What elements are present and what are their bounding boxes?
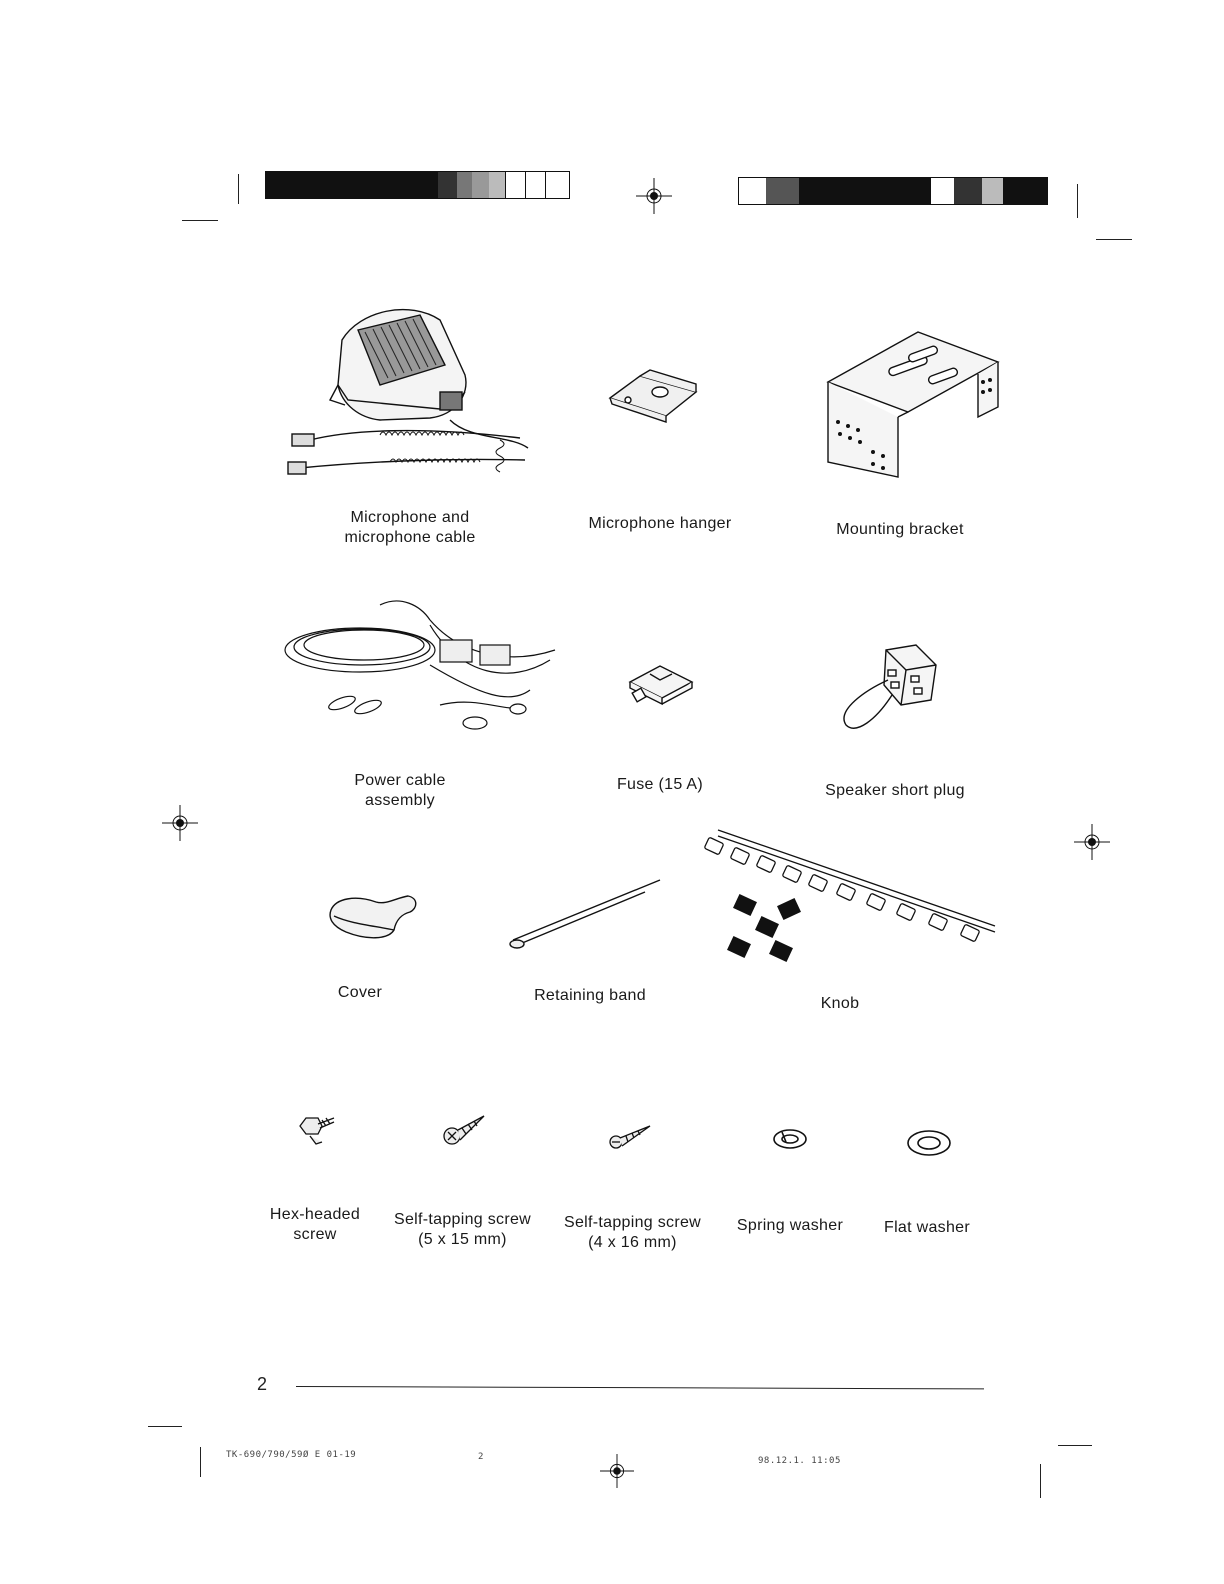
color-bar-right [738,177,1048,205]
speaker-plug-label: Speaker short plug [825,782,965,799]
flat-washer-icon [905,1128,953,1158]
registration-mark-icon [162,805,198,841]
self-tap-4-label: Self-tapping screw (4 x 16 mm) [563,1214,702,1251]
power-cable-icon [280,595,565,740]
spring-washer-label: Spring washer [736,1217,844,1234]
self-tap-5-label: Self-tapping screw (5 x 15 mm) [393,1211,532,1248]
page-number: 2 [257,1374,268,1394]
band-label: Retaining band [534,987,646,1004]
crop-mark [1077,184,1078,218]
crop-mark [238,174,239,204]
crop-mark [182,220,218,221]
footer-rule [296,1386,984,1389]
hanger-label: Microphone hanger [588,515,732,532]
registration-mark-icon [600,1454,634,1488]
file-id: TK-690/790/59Ø E 01-19 [226,1450,357,1460]
crop-mark [1040,1464,1041,1498]
hex-screw-icon [296,1112,338,1148]
knob-label: Knob [820,995,860,1012]
knob-icon [700,822,1000,972]
cover-label: Cover [337,984,383,1001]
fuse-label: Fuse (15 A) [616,776,703,793]
screw-icon [608,1122,652,1152]
spring-washer-icon [770,1126,810,1152]
band-icon [505,878,665,953]
crop-mark [200,1447,201,1477]
bracket-label: Mounting bracket [836,521,964,538]
microphone-label: Microphone and microphone cable [344,509,476,546]
slug-page-ref: 2 [478,1452,484,1462]
microphone-icon [270,300,540,490]
hex-screw-label: Hex-headed screw [269,1206,361,1243]
cover-icon [326,890,421,945]
hanger-icon [600,370,710,430]
crop-mark [148,1426,182,1427]
crop-mark [1058,1445,1092,1446]
color-bar-left [265,171,570,199]
bracket-icon [818,322,1008,482]
slug-timestamp: 98.12.1. 11:05 [758,1456,841,1466]
crop-mark [1096,239,1132,240]
registration-mark-icon [1074,824,1110,860]
flat-washer-label: Flat washer [884,1219,970,1236]
screw-icon [442,1112,486,1148]
power-cable-label: Power cable assembly [354,772,446,809]
registration-mark-icon [636,178,672,214]
plug-icon [836,640,946,735]
fuse-icon [620,660,700,710]
